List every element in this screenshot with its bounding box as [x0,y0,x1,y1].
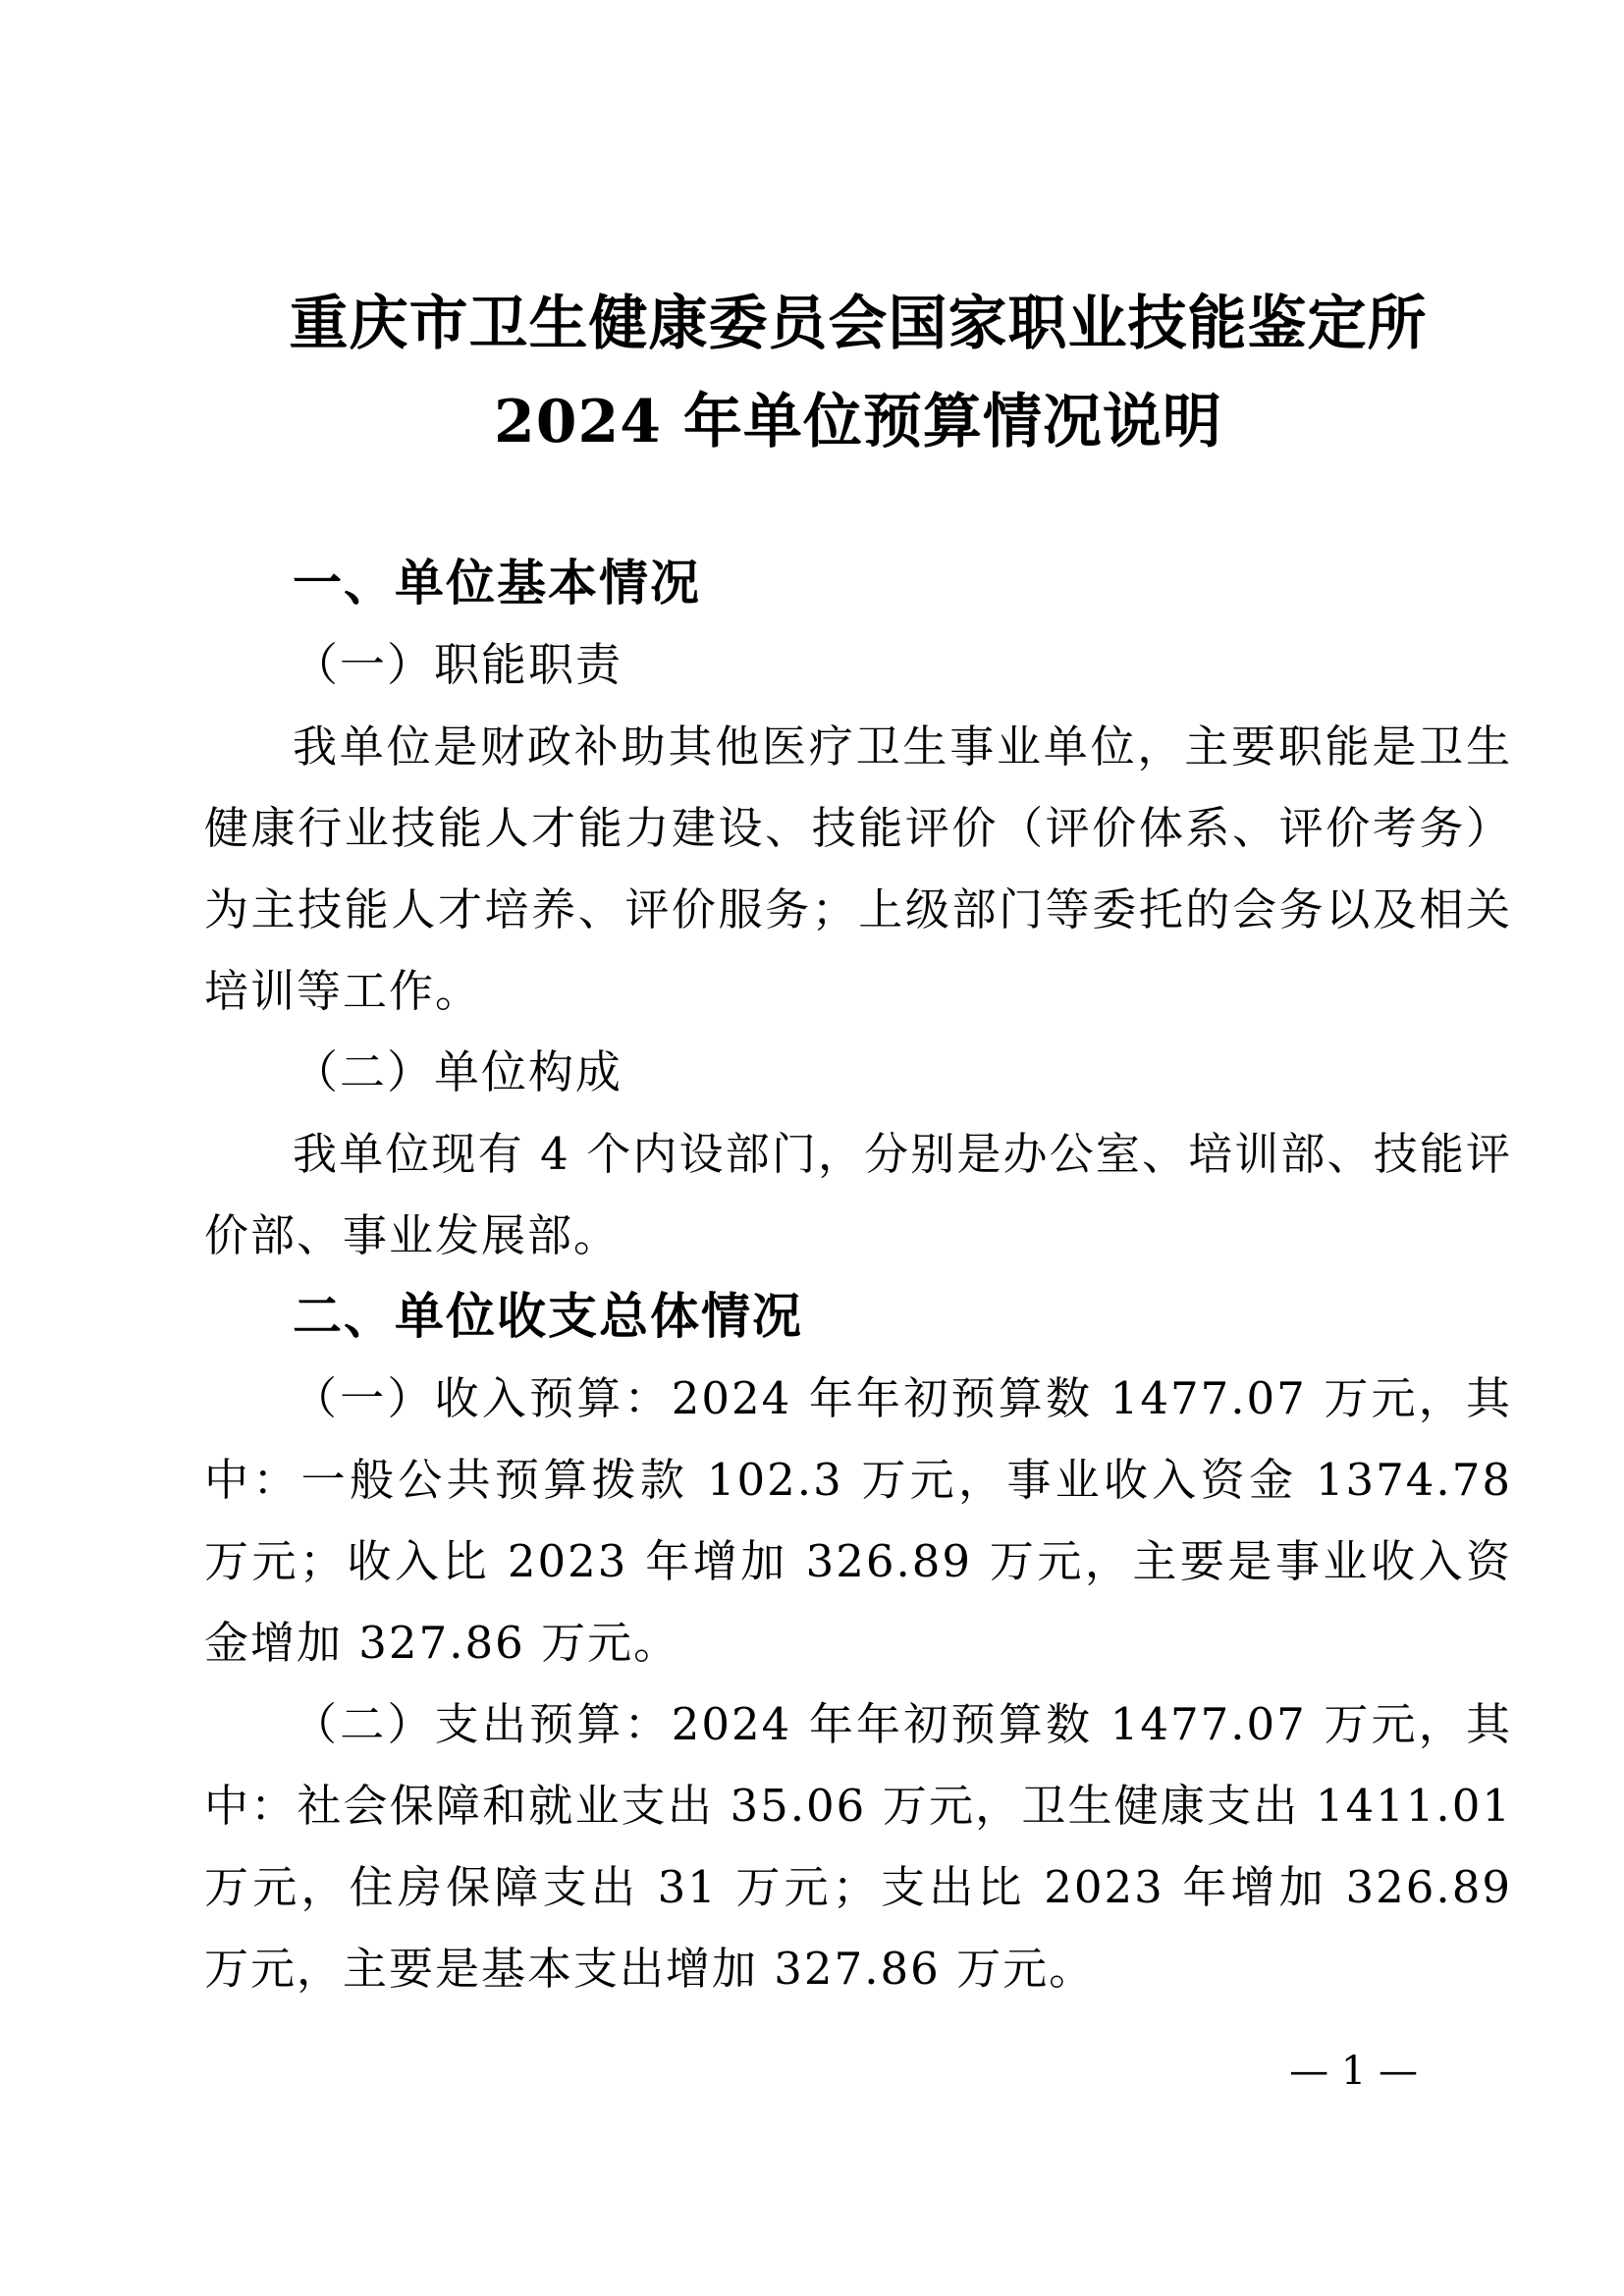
document-title-line1: 重庆市卫生健康委员会国家职业技能鉴定所 [289,290,1428,358]
section-heading-1: 一、单位基本情况 [293,555,701,612]
paragraph-expenditure-budget: （二）支出预算：2024 年年初预算数 1477.07 万元，其中：社会保障和就业支出 35.06 万元，卫生健康支出 1411.01 万元，住房保障支出 31 万元；支出比 2023 年增加 326.89 万元，主要是基本支出增加 327.86 万元。 [204,1698,1512,1995]
document-title-line2: 2024 年单位预算情况说明 [494,388,1222,456]
subsection-heading-1-1: （一）职能职责 [293,638,623,691]
subsection-heading-1-2: （二）单位构成 [293,1045,623,1098]
paragraph-income-budget: （一）收入预算：2024 年年初预算数 1477.07 万元，其中：一般公共预算拨款 102.3 万元，事业收入资金 1374.78 万元；收入比 2023 年增加 326.89 万元，主要是事业收入资金增加 327.86 万元。 [204,1372,1512,1669]
page-number: — 1 — [1289,2049,1418,2094]
paragraph-composition: 我单位现有 4 个内设部门，分别是办公室、培训部、技能评价部、事业发展部。 [204,1128,1512,1261]
document-body [204,543,1512,2009]
document-title [204,0,1512,471]
paragraph-functions: 我单位是财政补助其他医疗卫生事业单位，主要职能是卫生健康行业技能人才能力建设、技能评价（评价体系、评价考务）为主技能人才培养、评价服务；上级部门等委托的会务以及相关培训等工作。 [204,721,1512,1017]
section-heading-2: 二、单位收支总体情况 [293,1288,803,1345]
